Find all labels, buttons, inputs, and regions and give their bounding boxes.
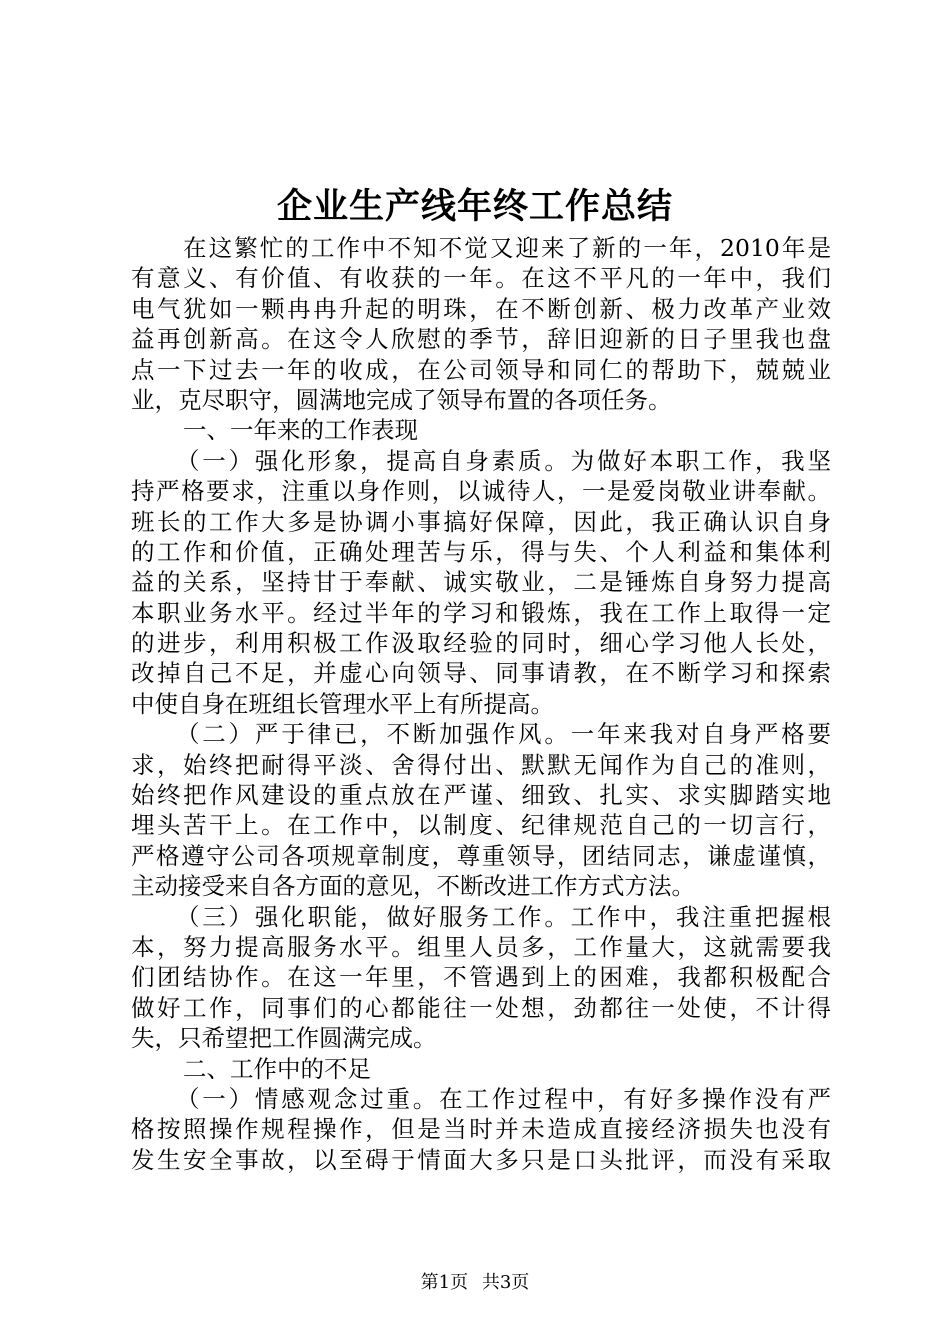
document-title: 企业生产线年终工作总结 — [276, 186, 673, 227]
text-line: 发生安全事故，以至碍于情面大多只是口头批评，而没有采取 — [131, 1145, 831, 1174]
text-line: 本职业务水平。经过半年的学习和锻炼，我在工作上取得一定 — [131, 598, 831, 627]
text-line: 失，只希望把工作圆满完成。 — [131, 1024, 437, 1053]
text-line: （一）情感观念过重。在工作过程中，有好多操作没有严 — [176, 1084, 831, 1113]
text-line: 主动接受来自各方面的意见，不断改进工作方式方法。 — [131, 872, 695, 901]
paragraph — [131, 719, 831, 901]
text-line: 一、一年来的工作表现 — [183, 416, 418, 445]
text-line: 的进步，利用积极工作汲取经验的同时，细心学习他人长处， — [131, 629, 831, 658]
text-line: 持严格要求，注重以身作则，以诚待人，一是爱岗敬业讲奉献。 — [131, 477, 831, 506]
text-line: 们团结协作。在这一年里，不管遇到上的困难，我都积极配合 — [131, 963, 831, 992]
text-line: （三）强化职能，做好服务工作。工作中，我注重把握根 — [176, 902, 831, 931]
paragraph — [131, 233, 831, 415]
text-line: 严格遵守公司各项规章制度，尊重领导，团结同志，谦虚谨慎， — [131, 841, 831, 870]
text-line: 始终把作风建设的重点放在严谨、细致、扎实、求实脚踏实地 — [131, 781, 831, 810]
paragraph — [131, 446, 831, 720]
text-line: 业，克尽职守，圆满地完成了领导布置的各项任务。 — [131, 385, 672, 414]
paragraph — [131, 902, 831, 1054]
page-number: 第1页 — [420, 1272, 469, 1293]
text-line: （二）严于律已，不断加强作风。一年来我对自身严格要 — [176, 720, 831, 749]
text-line: 班长的工作大多是协调小事搞好保障，因此，我正确认识自身 — [131, 507, 831, 536]
text-line: 益再创新高。在这令人欣慰的季节，辞旧迎新的日子里我也盘 — [131, 325, 831, 354]
paragraph — [131, 1084, 831, 1175]
text-line: 格按照操作规程操作，但是当时并未造成直接经济损失也没有 — [131, 1115, 831, 1144]
page-total: 共3页 — [481, 1272, 530, 1293]
text-line: （一）强化形象，提高自身素质。为做好本职工作，我坚 — [176, 446, 831, 475]
text-line: 电气犹如一颗冉冉升起的明珠，在不断创新、极力改革产业效 — [131, 294, 831, 323]
text-line: 有意义、有价值、有收获的一年。在这不平凡的一年中，我们 — [131, 264, 831, 293]
text-line: 求，始终把耐得平淡、舍得付出、默默无闻作为自己的准则， — [131, 750, 831, 779]
document-body — [131, 233, 831, 1175]
text-line: 点一下过去一年的收成，在公司领导和同仁的帮助下，兢兢业 — [131, 355, 831, 384]
text-line: 二、工作中的不足 — [183, 1054, 371, 1083]
text-line: 本，努力提高服务水平。组里人员多，工作量大，这就需要我 — [131, 932, 831, 961]
paragraph — [131, 1054, 831, 1084]
text-line: 中使自身在班组长管理水平上有所提高。 — [131, 689, 554, 718]
text-line: 的工作和价值，正确处理苦与乐，得与失、个人利益和集体利 — [131, 537, 831, 566]
text-line: 在这繁忙的工作中不知不觉又迎来了新的一年，2010年是 — [183, 234, 831, 262]
text-line: 做好工作，同事们的心都能往一处想，劲都往一处使，不计得 — [131, 993, 831, 1022]
text-line: 埋头苦干上。在工作中，以制度、纪律规范自己的一切言行， — [131, 811, 831, 840]
text-line: 益的关系，坚持甘于奉献、诚实敬业，二是锤炼自身努力提高 — [131, 568, 831, 597]
page-footer — [0, 1271, 950, 1295]
text-line: 改掉自己不足，并虚心向领导、同事请教，在不断学习和探索 — [131, 659, 831, 688]
paragraph — [131, 415, 831, 445]
